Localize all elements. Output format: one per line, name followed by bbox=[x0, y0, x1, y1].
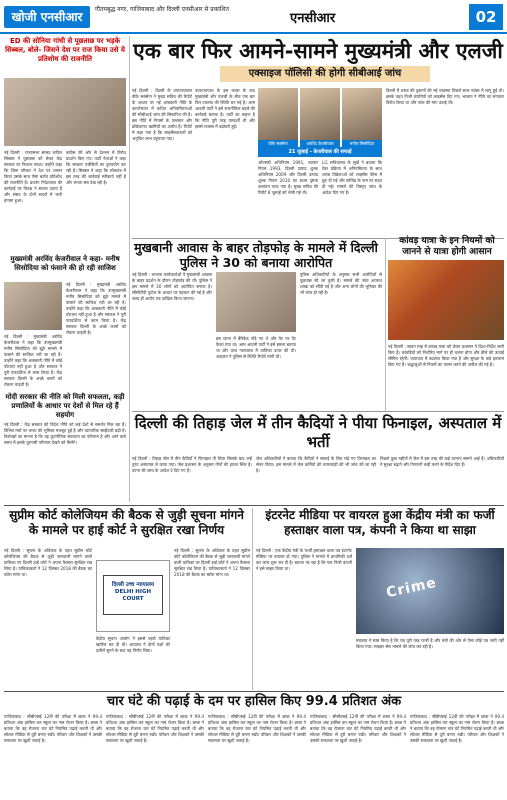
section-divider bbox=[4, 505, 504, 506]
photo-caption: अरविंद केजरीवाल bbox=[300, 140, 340, 147]
story7-body-1: गाजियाबाद : सीबीएसई 12वीं की परीक्षा में छात्रा ने 99.4 प्रतिशत अंक हासिल कर स्कूल का नाम रोशन किया है। छात्रा ने बताया कि वह रोजाना चार घंटे नियमित पढ़ाई करती थी और सोशल मीडिया से दूरी बनाए रखी। परिवार और शिक्षकों ने उसकी सफलता पर खुशी जताई है। bbox=[4, 714, 102, 743]
story5-headline: सुप्रीम कोर्ट कोलेजियम की बैठक से जुड़ी सूचना मांगने के मामले पर हाई कोर्ट ने सुरक्षित रखा निर्णय bbox=[9, 508, 244, 537]
story2-headline: मुखबानी आवास के बाहर तोड़फोड़ के मामले में दिल्ली पुलिस ने 30 को बनाया आरोपित bbox=[134, 240, 378, 270]
story6-body-a: नई दिल्ली : एक केंद्रीय मंत्री के फर्जी हस्ताक्षर वाला पत्र इंटरनेट मीडिया पर वायरल हो गया। पुलिस ने मामले में प्राथमिकी दर्ज कर जांच शुरू कर दी है। बताया जा रहा है कि एक निजी कंपनी ने इसे साझा किया था। bbox=[256, 548, 352, 571]
main-subheadline: एक्साइज पॉलिसी की होगी सीबीआई जांच bbox=[220, 66, 430, 82]
left-story-3-body: नई दिल्ली : केंद्र सरकार की विदेश नीति को कई देशों से समर्थन मिल रहा है। विभिन्न मंचों पर भारत की भूमिका मजबूत हुई है और व्यापारिक साझेदारी बढ़ी है। विशेषज्ञों का मानना है कि यह कूटनीतिक सफलता का परिणाम है और आने वाले समय में इसके दूरगामी परिणाम देखने को मिलेंगे। bbox=[4, 422, 126, 445]
story3-headline: कांवड़ यात्रा के इन नियमों को जानने से यात्रा होगी आसान bbox=[399, 236, 495, 257]
high-court-board: दिल्ली उच्च न्यायालय DELHI HIGH COURT bbox=[103, 575, 163, 615]
left-headline-3: मोदी सरकार की नीति को मिली सफलता, कड़ी प्रणालियों के आधार पर देशों से मिल रहे हैं सहयोग bbox=[5, 393, 125, 419]
kejriwal-photo bbox=[4, 282, 62, 330]
page-number: 02 bbox=[469, 4, 503, 30]
crime-word: Crime bbox=[384, 574, 439, 602]
column-divider bbox=[129, 36, 130, 502]
story2-body-b: इस घटना में बैरिकेड तोड़े गए थे और गेट पर पेंट फेंका गया था। आम आदमी पार्टी ने इसे हमला बताया था और उच्च न्यायालय में याचिका दायर की थी। अदालत ने पुलिस से स्थिति रिपोर्ट मांगी थी। bbox=[216, 336, 296, 359]
deputy-cm-photo bbox=[342, 88, 382, 140]
masthead bbox=[0, 0, 507, 34]
high-court-photo bbox=[96, 560, 170, 632]
story4-body-a: नई दिल्ली : तिहाड़ जेल में तीन कैदियों ने फिनाइल पी लिया जिसके बाद उन्हें तुरंत अस्पताल ले जाया गया। जेल प्रशासन के अनुसार तीनों की हालत स्थिर है। घटना की जांच के आदेश दे दिए गए हैं। bbox=[132, 456, 252, 473]
column-divider bbox=[252, 508, 253, 690]
kanwar-yatra-photo bbox=[388, 260, 504, 340]
main-body-d: LG सचिवालय के सूत्रों ने बताया कि टेंडर प्रक्रिया में अनियमितता के साथ शराब विक्रेताओं को लाइसेंस फीस में छूट दी गई और कोविड के नाम पर राहत दी गई। मामले की विस्तृत जांच के आदेश दिए गए हैं। bbox=[322, 160, 382, 195]
left-headline-1: ED की सोनिया गांधी से पूछताछ पर भड़के सिब्बल, बोले- जिसने देश पर राज किया उसे ये प्रतिशोध की राजनीति bbox=[5, 37, 125, 63]
left-headline-2: मुख्यमंत्री अरविंद केजरीवाल ने कहा- मनीष सिसोदिया को फंसाने की हो रही साजिश bbox=[10, 255, 120, 272]
sibal-photo bbox=[4, 78, 126, 146]
story6-body-b: मंत्रालय ने स्पष्ट किया है कि पत्र पूरी तरह फर्जी है और मंत्री की ओर से ऐसा कोई पत्र जारी नहीं किया गया। साइबर सेल मामले की जांच कर रही है। bbox=[356, 638, 504, 649]
story5-body-a: नई दिल्ली : सूचना के अधिकार के तहत सुप्रीम कोर्ट कोलेजियम की बैठक से जुड़ी जानकारी मांगने वाली याचिका पर दिल्ली हाई कोर्ट ने अपना फैसला सुरक्षित रख लिया है। याचिकाकर्ता ने 12 दिसंबर 2018 की बैठक का ब्योरा मांगा था। bbox=[4, 548, 92, 577]
photo-bar: 21 जुलाई - केजरीवाल की सफाई bbox=[258, 147, 382, 157]
main-headline: एक बार फिर आमने-सामने मुख्यमंत्री और एलजी bbox=[133, 39, 503, 63]
story7-body-4: गाजियाबाद : सीबीएसई 12वीं की परीक्षा में छात्रा ने 99.4 प्रतिशत अंक हासिल कर स्कूल का नाम रोशन किया है। छात्रा ने बताया कि वह रोजाना चार घंटे नियमित पढ़ाई करती थी और सोशल मीडिया से दूरी बनाए रखी। परिवार और शिक्षकों ने उसकी सफलता पर खुशी जताई है। bbox=[310, 714, 406, 743]
story5-body-b: केंद्रीय सूचना आयोग ने इससे पहले याचिका खारिज कर दी थी। अदालत ने दोनों पक्षों की दलीलें सुनने के बाद यह निर्णय लिया। bbox=[96, 636, 170, 653]
story3-body: नई दिल्ली : सावन माह में कांवड़ यात्रा को लेकर प्रशासन ने दिशा-निर्देश जारी किए हैं। कांवड़ियों को निर्धारित मार्ग पर ही चलना होगा और डीजे की ऊंचाई सीमित रहेगी। यातायात में बदलाव किया गया है और सुरक्षा के कड़े इंतजाम किए गए हैं। श्रद्धालुओं से नियमों का पालन करने की अपील की गई है। bbox=[388, 344, 504, 367]
column-divider bbox=[385, 238, 386, 412]
main-photo-strip bbox=[258, 88, 382, 140]
story7-headline: चार घंटे की पढ़ाई के दम पर हासिल किए 99.4 प्रतिशत अंक bbox=[106, 694, 402, 709]
left-story-1-body: नई दिल्ली : राज्यसभा सांसद कपिल सिब्बल ने पूछताछ को लेकर केंद्र सरकार पर निशाना साधा। उन्होंने कहा कि जिस परिवार ने देश पर शासन किया उसके साथ ऐसा बर्ताव प्रतिशोध की राजनीति है। प्रवर्तन निदेशालय की कार्रवाई पर विपक्ष ने सवाल उठाए हैं और संसद के दोनों सदनों में भारी हंगामा हुआ। bbox=[4, 150, 62, 203]
story7-body-5: गाजियाबाद : सीबीएसई 12वीं की परीक्षा में छात्रा ने 99.4 प्रतिशत अंक हासिल कर स्कूल का नाम रोशन किया है। छात्रा ने बताया कि वह रोजाना चार घंटे नियमित पढ़ाई करती थी और सोशल मीडिया से दूरी बनाए रखी। परिवार और शिक्षकों ने उसकी सफलता पर खुशी जताई है। bbox=[410, 714, 504, 743]
masthead-tagline: गौतमबुद्ध नगर, गाजियाबाद और दिल्ली एनसीआर से प्रकाशित bbox=[95, 6, 229, 13]
photo-caption: मनीष सिसोदिया bbox=[342, 140, 382, 147]
cm-photo bbox=[300, 88, 340, 140]
story2-body-c: पुलिस अधिकारियों के अनुसार सभी आरोपितों से पूछताछ की जा चुकी है। मामले की जांच अपराध शाखा को सौंपी गई है और अन्य लोगों की भूमिका की भी जांच हो रही है। bbox=[300, 272, 382, 295]
main-body-c: ओएसडी अधिनियम 1991, व्यापार नियम 1993, दिल्ली उत्पाद शुल्क अधिनियम 2009 और दिल्ली उत्पाद शुल्क नियम 2010 का प्रथम दृष्टया उल्लंघन पाया गया है। मुख्य सचिव की रिपोर्ट 8 जुलाई को भेजी गई थी। bbox=[258, 160, 318, 195]
section-divider bbox=[132, 411, 504, 412]
left-story-1-body-b: कांग्रेस की ओर से देशभर में विरोध प्रदर्शन किए गए। पार्टी नेताओं ने कहा कि सरकार एजेंसियों का दुरुपयोग कर रही है। सिब्बल ने कहा कि लोकतंत्र में इस तरह की कार्रवाई स्वीकार्य नहीं है और जनता सब देख रही है। bbox=[66, 150, 126, 185]
left-story-2-body-b: नई दिल्ली : मुख्यमंत्री अरविंद केजरीवाल ने कहा कि उपमुख्यमंत्री मनीष सिसोदिया को झूठे मामले में फंसाने की साजिश रची जा रही है। उन्होंने कहा कि आबकारी नीति में कोई घोटाला नहीं हुआ है और सरकार ने पूरी पारदर्शिता से काम किया है। केंद्र सरकार दिल्ली के अच्छे कामों को रोकना चाहती है। bbox=[4, 334, 62, 387]
main-body-b: उपराज्यपाल के इस कदम के बाद मुख्यमंत्री और एलजी के बीच एक बार फिर टकराव की स्थिति बन गई है। आम आदमी पार्टी ने इसे राजनीतिक बदले की कार्रवाई बताया है। पार्टी का कहना है कि नीति पूरी तरह पारदर्शी थी और इससे राजस्व में बढ़ोतरी हुई। bbox=[195, 88, 255, 129]
main-body-e: दिल्ली में शराब की दुकानों की नई व्यवस्था पिछले साल नवंबर में लागू हुई थी। इसके तहत निजी कंपनियों को लाइसेंस दिए गए। भाजपा ने नीति का लगातार विरोध किया था और जांच की मांग उठाई थी। bbox=[386, 88, 504, 105]
story4-body-c: पिछले कुछ महीनों में जेल में इस तरह की कई घटनाएं सामने आई हैं। अधिकारियों ने सुरक्षा बढ़ाने और निगरानी कड़ी करने के निर्देश दिए हैं। bbox=[380, 456, 504, 467]
section-divider bbox=[4, 691, 504, 692]
story5-body-c: नई दिल्ली : सूचना के अधिकार के तहत सुप्रीम कोर्ट कोलेजियम की बैठक से जुड़ी जानकारी मांगने वाली याचिका पर दिल्ली हाई कोर्ट ने अपना फैसला सुरक्षित रख लिया है। याचिकाकर्ता ने 12 दिसंबर 2018 की बैठक का ब्योरा मांगा था। bbox=[174, 548, 250, 577]
photo-caption: वीके सक्सेना bbox=[258, 140, 298, 147]
story6-headline: इंटरनेट मीडिया पर वायरल हुआ केंद्रीय मंत्री का फर्जी हस्ताक्षर वाला पत्र, कंपनी ने किया था साझा bbox=[265, 508, 495, 537]
section-title: एनसीआर bbox=[290, 11, 336, 26]
story2-body-a: नई दिल्ली : भाजपा कार्यकर्ताओं ने मुख्यमंत्री आवास के बाहर प्रदर्शन के दौरान तोड़फोड़ की थी। पुलिस ने इस मामले में 30 लोगों को आरोपित बनाया है। सीसीटीवी फुटेज के आधार पर पहचान की गई है और जल्द ही आरोप पत्र दाखिल किया जाएगा। bbox=[132, 272, 212, 301]
story4-body-b: जेल अधिकारियों ने बताया कि कैदियों ने सफाई के लिए रखे गए फिनाइल का सेवन किया। इस मामले में जेल कर्मियों की लापरवाही की भी जांच की जा रही है। bbox=[256, 456, 376, 473]
crime-photo bbox=[356, 548, 504, 634]
story7-body-2: गाजियाबाद : सीबीएसई 12वीं की परीक्षा में छात्रा ने 99.4 प्रतिशत अंक हासिल कर स्कूल का नाम रोशन किया है। छात्रा ने बताया कि वह रोजाना चार घंटे नियमित पढ़ाई करती थी और सोशल मीडिया से दूरी बनाए रखी। परिवार और शिक्षकों ने उसकी सफलता पर खुशी जताई है। bbox=[106, 714, 204, 743]
photo-captions bbox=[258, 140, 382, 147]
story4-headline: दिल्ली की तिहाड़ जेल में तीन कैदियों ने पीया फिनाइल, अस्पताल में भर्ती bbox=[134, 414, 502, 451]
lg-photo bbox=[258, 88, 298, 140]
story7-body-3: गाजियाबाद : सीबीएसई 12वीं की परीक्षा में छात्रा ने 99.4 प्रतिशत अंक हासिल कर स्कूल का नाम रोशन किया है। छात्रा ने बताया कि वह रोजाना चार घंटे नियमित पढ़ाई करती थी और सोशल मीडिया से दूरी बनाए रखी। परिवार और शिक्षकों ने उसकी सफलता पर खुशी जताई है। bbox=[208, 714, 306, 743]
main-body-a: नई दिल्ली : दिल्ली के उपराज्यपाल वीके सक्सेना ने मुख्य सचिव की रिपोर्ट के आधार पर नई आबकारी नीति के कार्यान्वयन में कथित अनियमितताओं की सीबीआई जांच की सिफारिश की है। इस नीति में नियमों के उल्लंघन और प्रक्रियागत खामियों का आरोप है। रिपोर्ट में कहा गया है कि लाइसेंसधारकों को अनुचित लाभ पहुंचाया गया। bbox=[132, 88, 192, 141]
newspaper-logo: खोजी एनसीआर bbox=[4, 6, 90, 28]
left-story-2-body: नई दिल्ली : मुख्यमंत्री अरविंद केजरीवाल ने कहा कि उपमुख्यमंत्री मनीष सिसोदिया को झूठे मामले में फंसाने की साजिश रची जा रही है। उन्होंने कहा कि आबकारी नीति में कोई घोटाला नहीं हुआ है और सरकार ने पूरी पारदर्शिता से काम किया है। केंद्र सरकार दिल्ली के अच्छे कामों को रोकना चाहती है। bbox=[66, 282, 126, 335]
story2-photo bbox=[216, 272, 296, 332]
